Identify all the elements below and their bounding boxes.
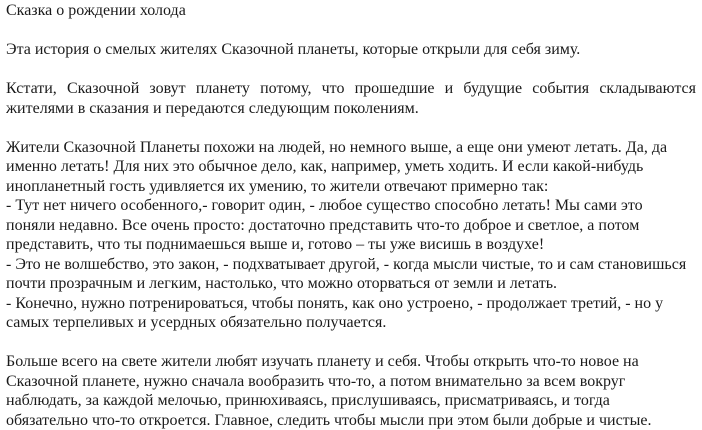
text-line: инопланетный гость удивляется их умению, то жители отвечают примерно так: xyxy=(6,177,696,197)
text-line: - Конечно, нужно потренироваться, чтобы понять, как оно устроено, - продолжает третий, - но у xyxy=(6,294,696,314)
text-line: почти прозрачным и легким, настолько, что можно оторваться от земли и летать. xyxy=(6,274,696,294)
text-line: Кстати, Сказочной зовут планету потому, что прошедшие и будущие события складываются xyxy=(6,79,696,99)
text-line: Больше всего на свете жители любят изучать планету и себя. Чтобы открыть что-то новое на xyxy=(6,352,696,372)
paragraph-gap xyxy=(6,60,696,80)
paragraph-flying xyxy=(6,138,696,333)
paragraph-gap xyxy=(6,118,696,138)
paragraph-discovery xyxy=(6,352,696,430)
paragraph-gap xyxy=(6,21,696,41)
text-line: Эта история о смелых жителях Сказочной планеты, которые открыли для себя зиму. xyxy=(6,40,696,60)
text-line: наблюдать, за каждой мелочью, принюхиваясь, прислушиваясь, присматриваясь, и тогда xyxy=(6,391,696,411)
text-line: Жители Сказочной Планеты похожи на людей, но немного выше, а еще они умеют летать. Да, да xyxy=(6,138,696,158)
paragraph-gap xyxy=(6,333,696,353)
text-line: обязательно что-то откроется. Главное, следить чтобы мысли при этом были добрые и чистые. xyxy=(6,411,696,430)
text-line: поняли недавно. Все очень просто: достаточно представить что-то доброе и светлое, а потом xyxy=(6,216,696,236)
text-line: именно летать! Для них это обычное дело, как, например, уметь ходить. И если какой-нибудь xyxy=(6,157,696,177)
text-line: самых терпеливых и усердных обязательно получается. xyxy=(6,313,696,333)
document-title: Сказка о рождении холода xyxy=(6,1,696,21)
text-line: Сказочной планете, нужно сначала вообразить что-то, а потом внимательно за всем вокруг xyxy=(6,372,696,392)
text-line: жителями в сказания и передаются следующим поколениям. xyxy=(6,99,696,119)
paragraph-planet-name xyxy=(6,79,696,118)
text-line: - Это не волшебство, это закон, - подхватывает другой, - когда мысли чистые, то и сам становишься xyxy=(6,255,696,275)
paragraph-intro xyxy=(6,40,696,60)
text-line: - Тут нет ничего особенного,- говорит один, - любое существо способно летать! Мы сами это xyxy=(6,196,696,216)
text-line: представить, что ты поднимаешься выше и, готово – ты уже висишь в воздухе! xyxy=(6,235,696,255)
